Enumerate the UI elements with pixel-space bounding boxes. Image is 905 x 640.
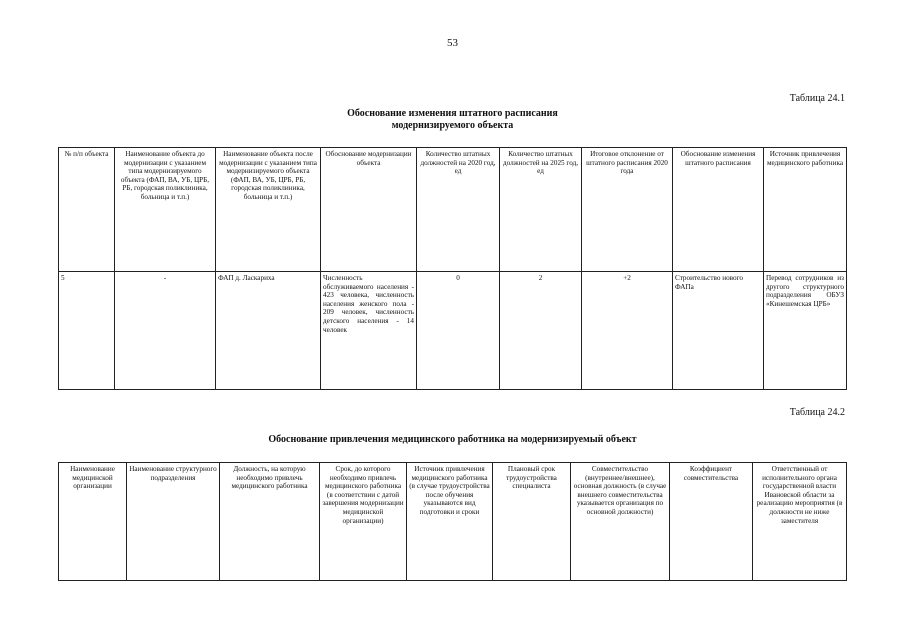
- table1-cell: Перевод сотрудников из другого структурного подразделения ОБУЗ «Кинешемская ЦРБ»: [764, 272, 847, 390]
- table2-title: Обоснование привлечения медицинского работника на модернизируемый объект: [268, 434, 637, 445]
- table1-header-cell: Наименование объекта после модернизации с указанием типа модернизируемого объекта (ФАП, ВА, УБ, ЦРБ, РБ, городская поликлиника, больница и т.п.): [216, 148, 321, 272]
- table1-cell: ФАП д. Ласкариха: [216, 272, 321, 390]
- table2-header-cell: Коэффициент совместительства: [670, 463, 753, 581]
- table2-header-cell: Должность, на которую необходимо привлечь медицинского работника: [220, 463, 320, 581]
- table1-title: [0, 108, 905, 132]
- table1-cell: Численность обслуживаемого населения - 423 человека, численность населения женского пола - 209 человек, численность детского населения - 14 человек: [321, 272, 417, 390]
- page-number: 53: [447, 37, 458, 49]
- table2: [58, 462, 847, 581]
- table1-cell: 5: [59, 272, 115, 390]
- table2-header-cell: Срок, до которого необходимо привлечь медицинского работника (в соответствии с датой завершения модернизации медицинской организации): [320, 463, 407, 581]
- table1-header-cell: Обоснование изменения штатного расписания: [673, 148, 764, 272]
- table2-header-cell: Источник привлечения медицинского работника (в случае трудоустройства после обучения указываются вид подготовки и сроки: [407, 463, 493, 581]
- table2-header-row: [59, 463, 847, 581]
- table1-header-cell: Обоснование модернизации объекта: [321, 148, 417, 272]
- table1-title-line1: Обоснование изменения штатного расписания: [347, 108, 558, 119]
- table1-title-line2: модернизируемого объекта: [391, 120, 514, 131]
- table1-cell: +2: [582, 272, 673, 390]
- table1-header-cell: Источник привлечения медицинского работника: [764, 148, 847, 272]
- table1-header-cell: Количество штатных должностей на 2025 год, ед: [500, 148, 582, 272]
- table1-header-cell: Итоговое отклонение от штатного расписания 2020 года: [582, 148, 673, 272]
- table1-label: Таблица 24.1: [789, 93, 845, 104]
- table1-header-row: [59, 148, 847, 272]
- table2-label: Таблица 24.2: [789, 407, 845, 418]
- table1-cell: 0: [417, 272, 500, 390]
- table1-cell: 2: [500, 272, 582, 390]
- table1-header-cell: Количество штатных должностей на 2020 год, ед: [417, 148, 500, 272]
- table1: [58, 147, 847, 390]
- table2-header-cell: Наименование медицинской организации: [59, 463, 127, 581]
- table2-header-cell: Плановый срок трудоустройства специалиста: [493, 463, 571, 581]
- table1-cell: Строительство нового ФАПа: [673, 272, 764, 390]
- table1-header-cell: № п/п объекта: [59, 148, 115, 272]
- table-row: [59, 272, 847, 390]
- table2-header-cell: Ответственный от исполнительного органа государственной власти Ивановской области за реализацию мероприятия (в должности не ниже заместителя: [753, 463, 847, 581]
- table1-cell: -: [115, 272, 216, 390]
- table2-header-cell: Совместительство (внутреннее/внешнее), основная должность (в случае внешнего совместительства указывается организация по основной должности): [571, 463, 670, 581]
- table2-header-cell: Наименование структурного подразделения: [127, 463, 220, 581]
- table1-header-cell: Наименование объекта до модернизации с указанием типа модернизируемого объекта (ФАП, ВА, УБ, ЦРБ, РБ, городская поликлиника, больница и т.п.): [115, 148, 216, 272]
